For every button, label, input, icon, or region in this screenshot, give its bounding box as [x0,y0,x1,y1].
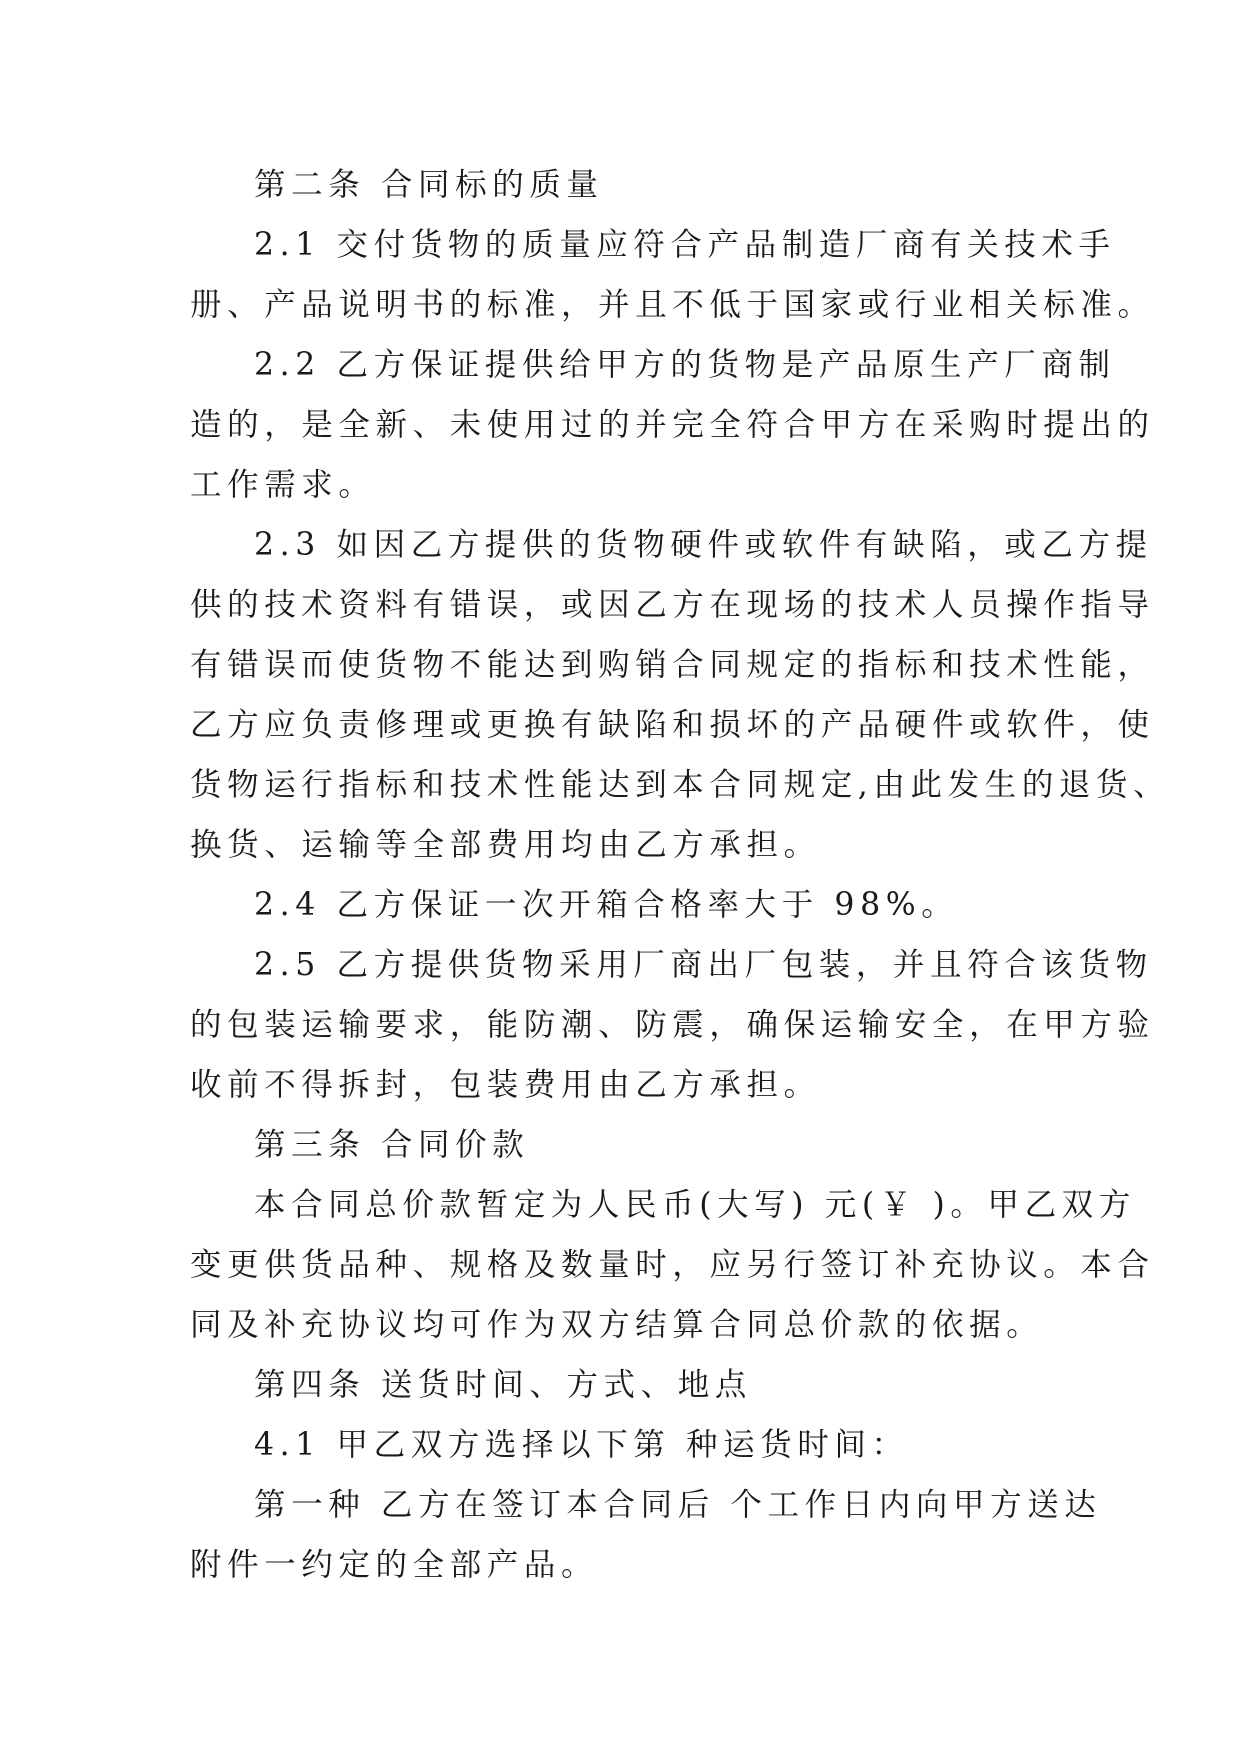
text-line: 第一种 乙方在签订本合同后 个工作日内向甲方送达 [254,1487,1102,1523]
paragraph-clause-2-2 [190,335,1155,515]
paragraph-art3-body [190,1175,1155,1355]
text-line: 乙方应负责修理或更换有缺陷和损坏的产品硬件或软件，使 [190,707,1155,743]
text-line: 本合同总价款暂定为人民币(大写) 元(￥ )。甲乙双方 [254,1187,1136,1223]
text-line: 2.4 乙方保证一次开箱合格率大于 98%。 [254,887,959,923]
text-line: 附件一约定的全部产品。 [190,1547,599,1583]
text-line: 货物运行指标和技术性能达到本合同规定,由此发生的退货、 [190,767,1171,803]
paragraph-clause-2-4 [190,875,1060,935]
text-line: 工作需求。 [190,467,376,503]
text-line: 2.5 乙方提供货物采用厂商出厂包装，并且符合该货物 [254,947,1153,983]
text-line: 同及补充协议均可作为双方结算合同总价款的依据。 [190,1307,1044,1343]
text-line: 第四条 送货时间、方式、地点 [254,1367,752,1403]
text-line: 变更供货品种、规格及数量时，应另行签订补充协议。本合 [190,1247,1155,1283]
paragraph-art4-heading [190,1355,1060,1415]
paragraph-option-1 [190,1475,1102,1595]
contract-page [190,155,1171,1595]
text-line: 收前不得拆封，包装费用由乙方承担。 [190,1067,821,1103]
text-line: 2.2 乙方保证提供给甲方的货物是产品原生产厂商制 [254,347,1116,383]
text-line: 第三条 合同价款 [254,1127,530,1163]
text-line: 换货、运输等全部费用均由乙方承担。 [190,827,821,863]
text-line: 册、产品说明书的标准，并且不低于国家或行业相关标准。 [190,287,1155,323]
text-line: 4.1 甲乙双方选择以下第 种运货时间： [254,1427,909,1463]
text-line: 2.1 交付货物的质量应符合产品制造厂商有关技术手 [254,227,1116,263]
text-line: 第二条 合同标的质量 [254,167,604,203]
paragraph-art2-heading [190,155,1060,215]
text-line: 造的，是全新、未使用过的并完全符合甲方在采购时提出的 [190,407,1155,443]
text-line: 有错误而使货物不能达到购销合同规定的指标和技术性能， [190,647,1155,683]
paragraph-art3-heading [190,1115,1060,1175]
paragraph-clause-2-5 [190,935,1155,1115]
text-line: 供的技术资料有错误，或因乙方在现场的技术人员操作指导 [190,587,1155,623]
paragraph-clause-4-1 [190,1415,1060,1475]
paragraph-clause-2-1 [190,215,1155,335]
text-line: 2.3 如因乙方提供的货物硬件或软件有缺陷，或乙方提 [254,527,1153,563]
paragraph-clause-2-3 [190,515,1171,875]
text-line: 的包装运输要求，能防潮、防震，确保运输安全，在甲方验 [190,1007,1155,1043]
